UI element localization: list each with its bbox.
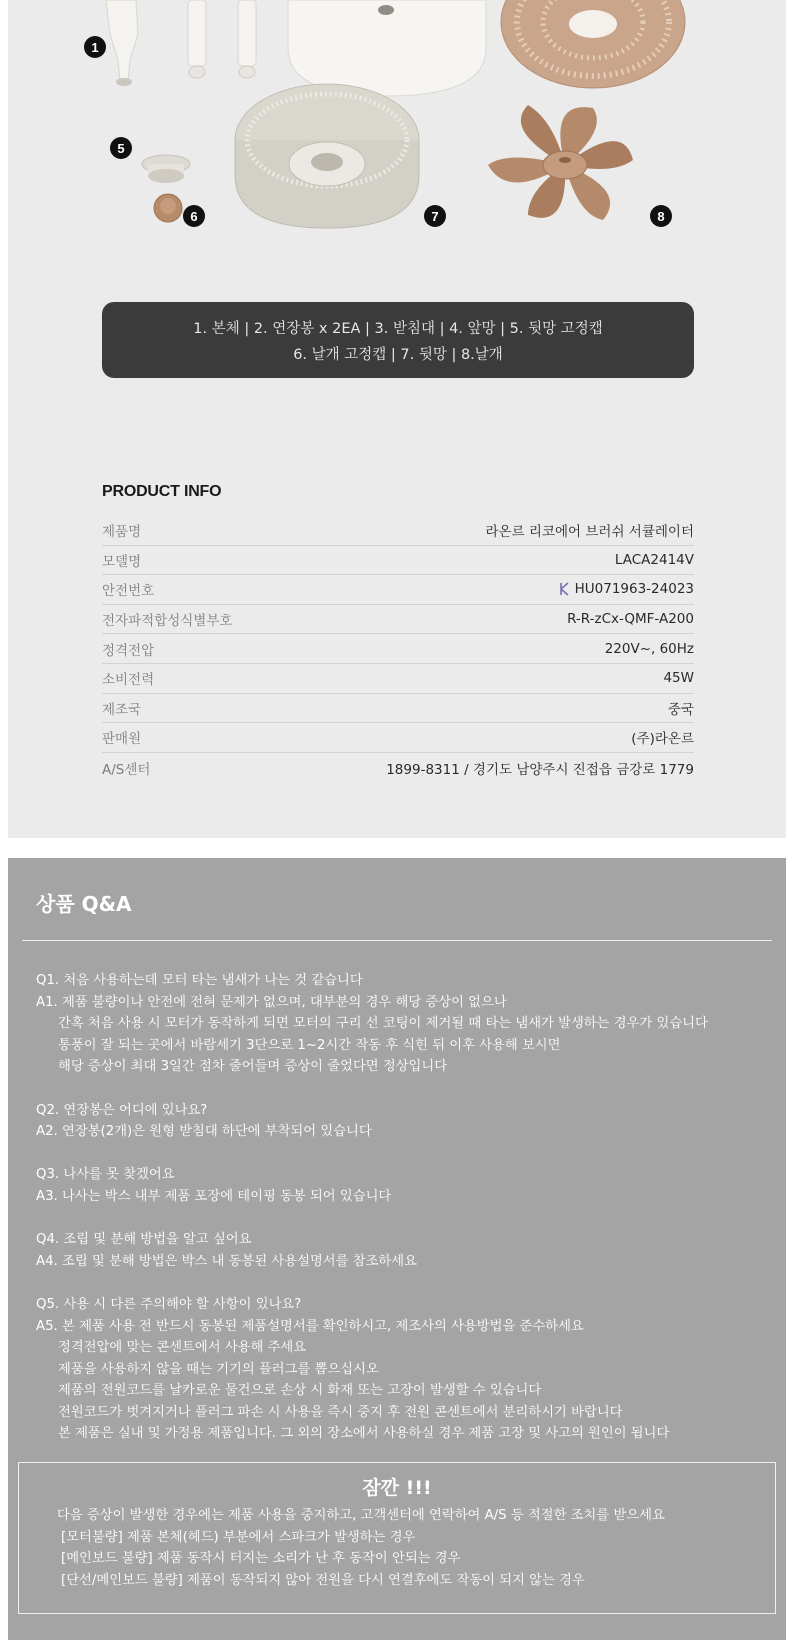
rear-guard-cap-part xyxy=(142,155,190,183)
info-row xyxy=(102,634,694,664)
qa-answer-line: 전원코드가 벗겨지거나 플러그 파손 시 사용을 즉시 중지 후 전원 콘센트에서 분리하시기 바랍니다 xyxy=(58,1404,623,1420)
info-row xyxy=(102,664,694,694)
part-badge-1: 1 xyxy=(84,36,106,58)
info-value: R-R-zCx-QMF-A200 xyxy=(567,611,694,628)
parts-legend-line-1: 1. 본체 | 2. 연장봉 x 2EA | 3. 받침대 | 4. 앞망 | 5. 뒷망 고정캡 xyxy=(193,321,603,337)
base-part xyxy=(288,0,486,96)
kc-mark-icon xyxy=(560,582,570,596)
info-row xyxy=(102,723,694,753)
qa-answer: A2. 연장봉(2개)은 원형 받침대 하단에 부착되어 있습니다 xyxy=(36,1124,372,1140)
rear-guard-part xyxy=(235,84,419,228)
info-row xyxy=(102,605,694,635)
parts-legend xyxy=(102,302,694,378)
notice-line: [단선/메인보드 불량] 제품이 동작되지 않아 전원을 다시 연결후에도 작동이 되지 않는 경우 xyxy=(61,1572,585,1588)
product-panel xyxy=(8,0,786,838)
part-badge-6: 6 xyxy=(183,205,205,227)
info-label: 안전번호 xyxy=(102,583,155,600)
info-row xyxy=(102,516,694,546)
notice-intro: 다음 증상이 발생한 경우에는 제품 사용을 중지하고, 고객센터에 연락하여 A/S 등 적절한 조치를 받으세요 xyxy=(57,1508,665,1523)
info-row xyxy=(102,575,694,605)
qa-answer: A1. 제품 불량이나 안전에 전혀 문제가 없으며, 대부분의 경우 해당 증상이 없으나 xyxy=(36,994,507,1010)
qa-question: Q5. 사용 시 다른 주의해야 할 사항이 있나요? xyxy=(36,1296,302,1312)
qa-item-1 xyxy=(36,970,776,1078)
qa-answer: A4. 조립 및 분해 방법은 박스 내 동봉된 사용설명서를 참조하세요 xyxy=(36,1253,417,1269)
info-value: 45W xyxy=(663,670,694,687)
qa-answer-line: 제품의 전원코드를 날카로운 물건으로 손상 시 화재 또는 고장이 발생할 수 있습니다 xyxy=(58,1383,542,1399)
qa-answer-line: 해당 증상이 최대 3일간 점차 줄어들며 증상이 줄었다면 정상입니다 xyxy=(58,1059,448,1075)
info-label: A/S센터 xyxy=(102,761,151,778)
notice-line: [모터불량] 제품 본체(헤드) 부분에서 스파크가 발생하는 경우 xyxy=(61,1529,416,1545)
qa-question: Q2. 연장봉은 어디에 있나요? xyxy=(36,1102,208,1118)
parts-legend-line-2: 6. 날개 고정캡 | 7. 뒷망 | 8.날개 xyxy=(293,347,503,363)
info-value: LACA2414V xyxy=(614,551,694,568)
qa-answer-line: 본 제품은 실내 및 가정용 제품입니다. 그 외의 장소에서 사용하실 경우 제품 고장 및 사고의 원인이 됩니다 xyxy=(58,1426,670,1442)
qa-answer-line: 정격전압에 맞는 콘센트에서 사용해 주세요 xyxy=(58,1340,307,1356)
qa-answer-line: 제품을 사용하지 않을 때는 기기의 플러그를 뽑으십시오 xyxy=(58,1361,379,1377)
info-label: 판매원 xyxy=(102,731,142,748)
info-row xyxy=(102,694,694,724)
qa-item-4 xyxy=(36,1229,776,1272)
part-badge-8: 8 xyxy=(650,205,672,227)
qa-answer: A5. 본 제품 사용 전 반드시 동봉된 제품설명서를 확인하시고, 제조사의 사용방법을 준수하세요 xyxy=(36,1318,584,1334)
fan-blade-part xyxy=(488,103,633,227)
notice-lines xyxy=(19,1505,775,1591)
blade-cap-part xyxy=(154,194,182,222)
qa-question: Q4. 조립 및 분해 방법을 알고 싶어요 xyxy=(36,1232,252,1248)
fan-body-part xyxy=(106,0,138,86)
extension-pole-part xyxy=(188,0,256,78)
qa-item-3 xyxy=(36,1164,776,1207)
qa-item-5 xyxy=(36,1294,776,1445)
part-badge-5: 5 xyxy=(110,137,132,159)
qa-heading: 상품 Q&A xyxy=(36,892,132,916)
info-value: 1899-8311 / 경기도 남양주시 진접읍 금강로 1779 xyxy=(386,761,694,778)
info-row xyxy=(102,753,694,783)
info-row xyxy=(102,546,694,576)
info-label: 제조국 xyxy=(102,701,142,718)
qa-answer-line: 통풍이 잘 되는 곳에서 바람세기 3단으로 1~2시간 작동 후 식힌 뒤 이후 사용해 보시면 xyxy=(58,1037,561,1053)
info-label: 모델명 xyxy=(102,553,142,570)
part-badge-7: 7 xyxy=(424,205,446,227)
qa-question: Q3. 나사를 못 찾겠어요 xyxy=(36,1167,175,1183)
info-label: 전자파적합성식별부호 xyxy=(102,613,233,630)
info-label: 정격전압 xyxy=(102,642,155,659)
info-value: 중국 xyxy=(667,701,694,718)
qa-list xyxy=(36,970,776,1467)
info-value: (주)라온르 xyxy=(631,731,694,748)
notice-title: 잠깐 !!! xyxy=(362,1477,432,1499)
notice-box xyxy=(18,1462,776,1614)
info-value: 220V~, 60Hz xyxy=(604,640,694,657)
info-label: 제품명 xyxy=(102,524,142,541)
qa-question: Q1. 처음 사용하는데 모터 타는 냄새가 나는 것 같습니다 xyxy=(36,973,363,988)
front-guard-part xyxy=(501,0,685,88)
safety-number: HU071963-24023 xyxy=(574,581,694,598)
info-label: 소비전력 xyxy=(102,672,155,689)
product-info-table xyxy=(102,516,694,782)
qa-answer-line: 간혹 처음 사용 시 모터가 동작하게 되면 모터의 구리 선 코팅이 제거될 때 타는 냄새가 발생하는 경우가 있습니다 xyxy=(58,1016,708,1032)
qa-item-2 xyxy=(36,1100,776,1143)
qa-answer: A3. 나사는 박스 내부 제품 포장에 테이핑 동봉 되어 있습니다 xyxy=(36,1188,392,1204)
qa-panel xyxy=(8,858,786,1640)
info-value: 라온르 리코에어 브러쉬 서큘레이터 xyxy=(485,524,694,541)
qa-divider xyxy=(22,940,772,941)
product-info-title: PRODUCT INFO xyxy=(102,483,222,500)
info-value-safety xyxy=(560,581,694,597)
notice-line: [메인보드 불량] 제품 동작시 터지는 소리가 난 후 동작이 안되는 경우 xyxy=(61,1551,461,1567)
